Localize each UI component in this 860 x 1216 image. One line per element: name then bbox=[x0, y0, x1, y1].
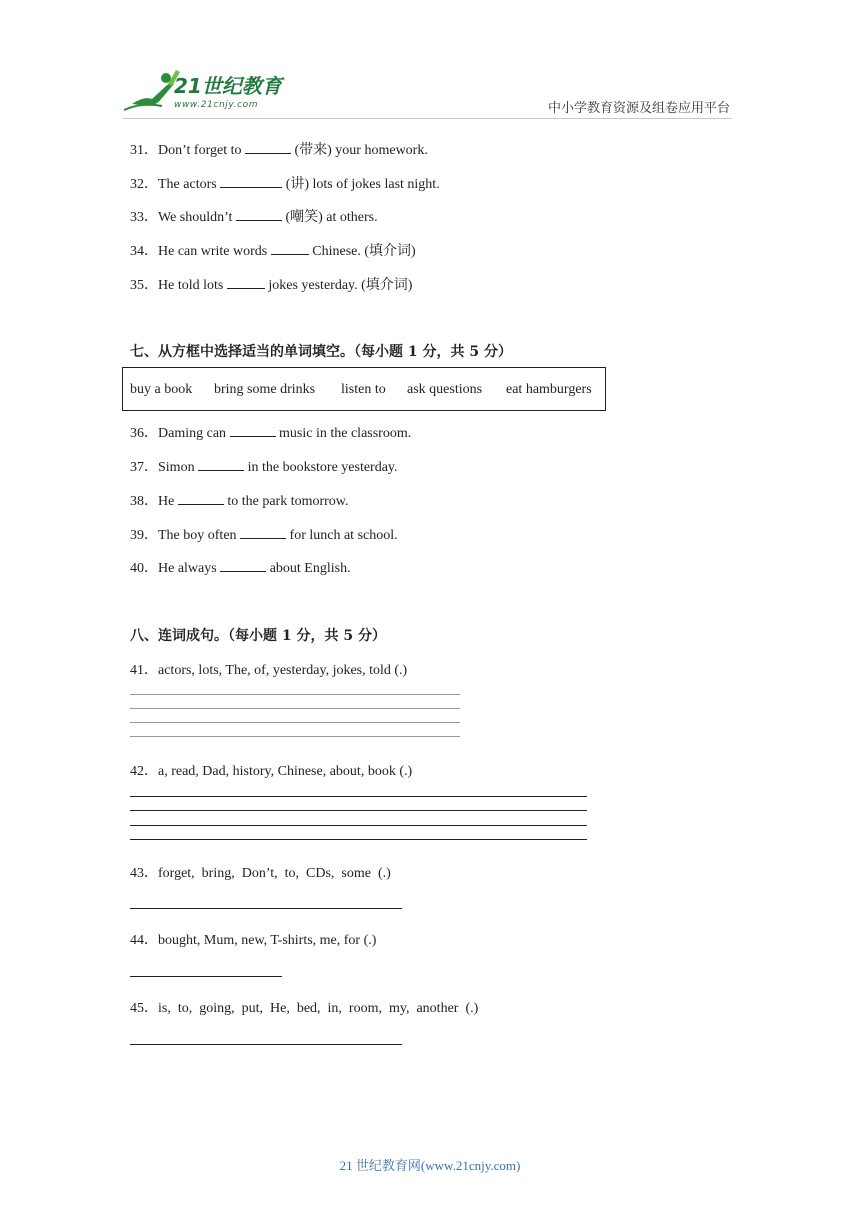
question-42: 42．a, read, Dad, history, Chinese, about, book (.) bbox=[130, 764, 413, 779]
answer-line[interactable] bbox=[130, 722, 460, 723]
section-7-title: 七、从方框中选择适当的单词填空。（每小题 1 分，共 5 分） bbox=[130, 344, 512, 360]
page-header bbox=[0, 0, 860, 120]
answer-line[interactable] bbox=[130, 694, 460, 695]
answer-line[interactable] bbox=[130, 976, 282, 977]
question-35: 35．He told lots jokes yesterday. (填介词) bbox=[130, 278, 413, 293]
question-38: 38．He to the park tomorrow. bbox=[130, 494, 349, 509]
header-divider bbox=[122, 118, 732, 119]
section-8-title: 八、连词成句。（每小题 1 分，共 5 分） bbox=[130, 628, 386, 644]
question-44: 44．bought, Mum, new, T-shirts, me, for (.) bbox=[130, 933, 377, 948]
question-41: 41．actors, lots, The, of, yesterday, jokes, told (.) bbox=[130, 663, 408, 678]
question-34: 34．He can write words Chinese. (填介词) bbox=[130, 244, 416, 259]
word-bank-item: eat hamburgers bbox=[506, 382, 592, 397]
answer-line[interactable] bbox=[130, 708, 460, 709]
answer-blank[interactable] bbox=[230, 424, 276, 437]
answer-line[interactable] bbox=[130, 825, 587, 826]
answer-line[interactable] bbox=[130, 908, 402, 909]
header-platform-text: 中小学教育资源及组卷应用平台 bbox=[548, 100, 731, 115]
word-bank-item: ask questions bbox=[407, 382, 483, 397]
question-43: 43．forget, bring, Don’t, to, CDs, some (.) bbox=[130, 866, 391, 881]
question-40: 40．He always about English. bbox=[130, 561, 351, 576]
answer-line[interactable] bbox=[130, 796, 587, 797]
answer-line[interactable] bbox=[130, 1044, 402, 1045]
word-bank-item: buy a book bbox=[130, 382, 193, 397]
answer-blank[interactable] bbox=[178, 492, 224, 505]
answer-line[interactable] bbox=[130, 810, 587, 811]
answer-line[interactable] bbox=[130, 736, 460, 737]
question-31: 31．Don’t forget to (带来) your homework. bbox=[130, 143, 428, 158]
answer-blank[interactable] bbox=[240, 526, 286, 539]
answer-line[interactable] bbox=[130, 839, 587, 840]
question-39: 39．The boy often for lunch at school. bbox=[130, 528, 398, 543]
answer-blank[interactable] bbox=[245, 141, 291, 154]
answer-blank[interactable] bbox=[271, 242, 309, 255]
logo-title: 21世纪教育 bbox=[174, 74, 282, 98]
answer-blank[interactable] bbox=[236, 208, 282, 221]
answer-blank[interactable] bbox=[227, 276, 265, 289]
question-37: 37．Simon in the bookstore yesterday. bbox=[130, 460, 398, 475]
question-32: 32．The actors (讲) lots of jokes last night. bbox=[130, 177, 440, 192]
question-45: 45．is, to, going, put, He, bed, in, room, my, another (.) bbox=[130, 1001, 479, 1016]
answer-blank[interactable] bbox=[220, 559, 266, 572]
word-bank-item: bring some drinks bbox=[214, 382, 316, 397]
answer-blank[interactable] bbox=[198, 458, 244, 471]
question-36: 36．Daming can music in the classroom. bbox=[130, 426, 412, 441]
answer-blank[interactable] bbox=[220, 175, 282, 188]
page-footer: 21 世纪教育网(www.21cnjy.com) bbox=[339, 1158, 521, 1173]
logo-url: www.21cnjy.com bbox=[174, 100, 259, 110]
word-bank-item: listen to bbox=[341, 382, 386, 397]
question-33: 33．We shouldn’t (嘲笑) at others. bbox=[130, 210, 378, 225]
